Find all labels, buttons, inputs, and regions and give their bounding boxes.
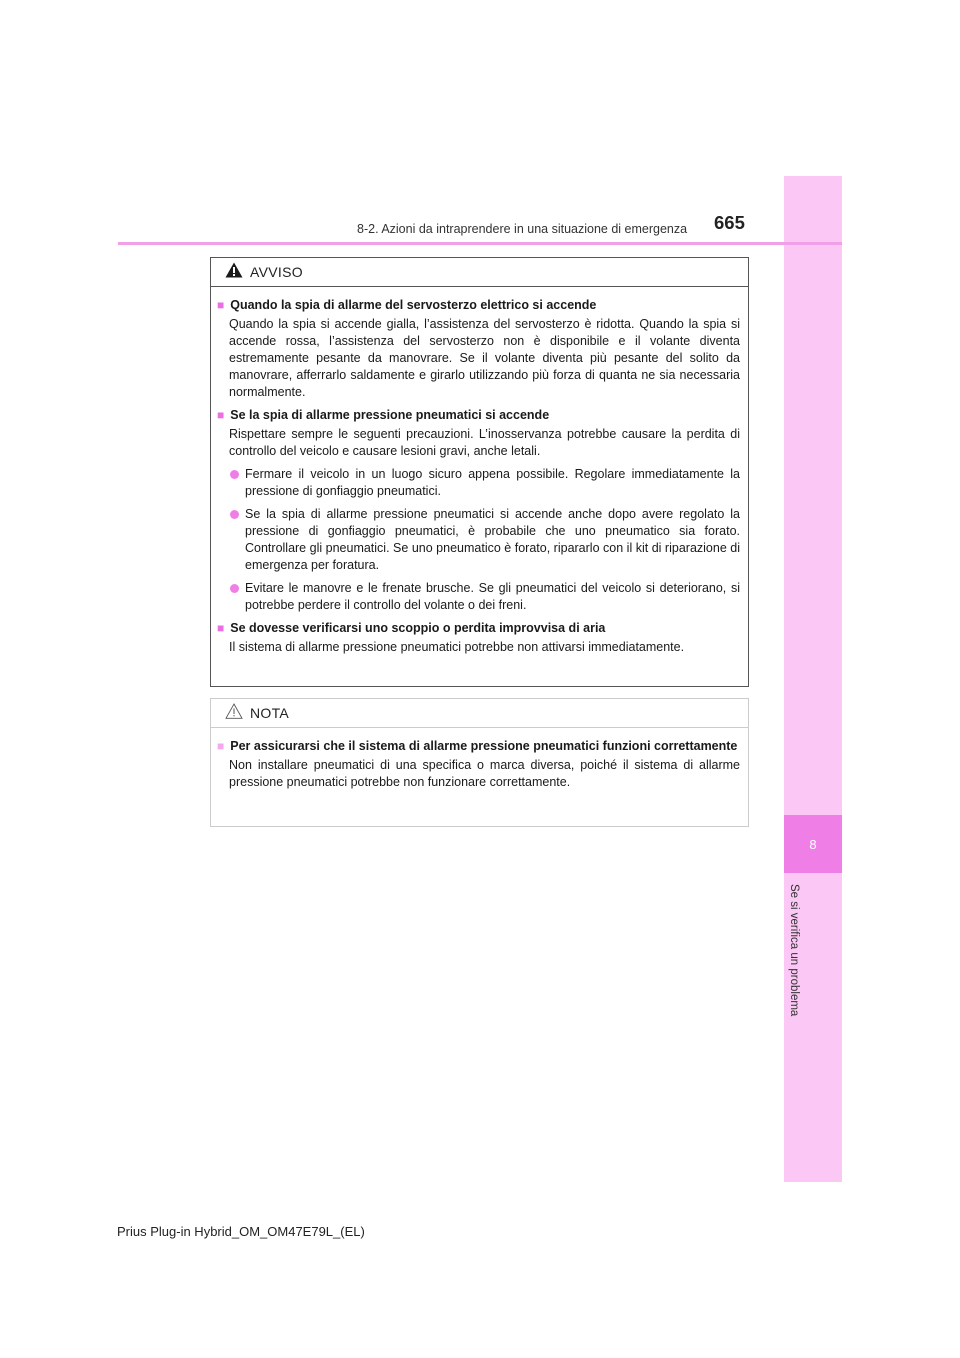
chapter-label: Se si verifica un problema bbox=[788, 884, 800, 1017]
warning-box-title: AVVISO bbox=[250, 264, 303, 280]
circle-bullet-icon bbox=[230, 584, 239, 593]
list-item: Fermare il veicolo in un luogo sicuro appena possibile. Regolare immediatamente la pressione di gonfiaggio pneumatici. bbox=[230, 466, 740, 500]
warning-item-text: Quando la spia si accende gialla, l’assistenza del servosterzo è ridotta. Quando la spia si accende rossa, l’assistenza del servosterzo non è disponibile e il volante diventa estremamente pesante da manovrare. Se il volante diventa più pesante del solito da manovrare, afferrarlo saldamente e girarlo utilizzando più forza di quanta ne sia necessaria normalmente. bbox=[229, 317, 740, 399]
chapter-number-tab[interactable] bbox=[784, 815, 842, 873]
page-number: 665 bbox=[714, 212, 745, 233]
square-bullet-icon: ■ bbox=[217, 621, 225, 635]
circle-bullet-icon bbox=[230, 470, 239, 479]
note-box bbox=[210, 698, 749, 827]
square-bullet-icon: ■ bbox=[217, 298, 225, 312]
section-title: 8-2. Azioni da intraprendere in una situazione di emergenza bbox=[357, 222, 688, 236]
list-item: Evitare le manovre e le frenate brusche. Se gli pneumatici del veicolo si deteriorano, si potrebbe perdere il controllo del volante o dei freni. bbox=[230, 580, 740, 614]
note-box-header bbox=[211, 699, 748, 728]
note-box-body bbox=[211, 728, 748, 791]
footer-document-id: Prius Plug-in Hybrid_OM_OM47E79L_(EL) bbox=[117, 1224, 365, 1239]
warning-triangle-icon bbox=[225, 262, 243, 283]
warning-box bbox=[210, 257, 749, 687]
warning-box-header bbox=[211, 258, 748, 287]
note-box-title: NOTA bbox=[250, 705, 290, 721]
warning-item-text: Il sistema di allarme pressione pneumatici potrebbe non attivarsi immediatamente. bbox=[229, 640, 685, 654]
note-item-title: ■ Per assicurarsi che il sistema di allarme pressione pneumatici funzioni correttamente bbox=[217, 739, 738, 753]
square-bullet-icon: ■ bbox=[217, 408, 225, 422]
warning-item-text: Rispettare sempre le seguenti precauzioni. L’inosservanza potrebbe causare la perdita di controllo del veicolo e causare lesioni gravi, anche letali. bbox=[229, 427, 740, 458]
note-item-text: Non installare pneumatici di una specifica o marca diversa, poiché il sistema di allarme pressione pneumatici potrebbe non funzionare correttamente. bbox=[229, 758, 740, 789]
warning-item-title: ■ Quando la spia di allarme del servosterzo elettrico si accende bbox=[217, 298, 597, 312]
list-item: Se la spia di allarme pressione pneumatici si accende anche dopo avere regolato la pressione di gonfiaggio pneumatici, è probabile che uno pneumatico sia forato. Controllare gli pneumatici. Se uno pneumatico è forato, ripararlo con il kit di riparazione di emergenza per foratura. bbox=[230, 506, 740, 574]
header-rule bbox=[118, 242, 842, 245]
caution-triangle-icon bbox=[225, 703, 243, 724]
warning-box-body bbox=[211, 287, 748, 656]
warning-item-title: ■ Se la spia di allarme pressione pneumatici si accende bbox=[217, 408, 550, 422]
circle-bullet-icon bbox=[230, 510, 239, 519]
warning-item-title: ■ Se dovesse verificarsi uno scoppio o perdita improvvisa di aria bbox=[217, 621, 606, 635]
square-bullet-icon: ■ bbox=[217, 739, 225, 753]
chapter-number: 8 bbox=[809, 836, 817, 852]
